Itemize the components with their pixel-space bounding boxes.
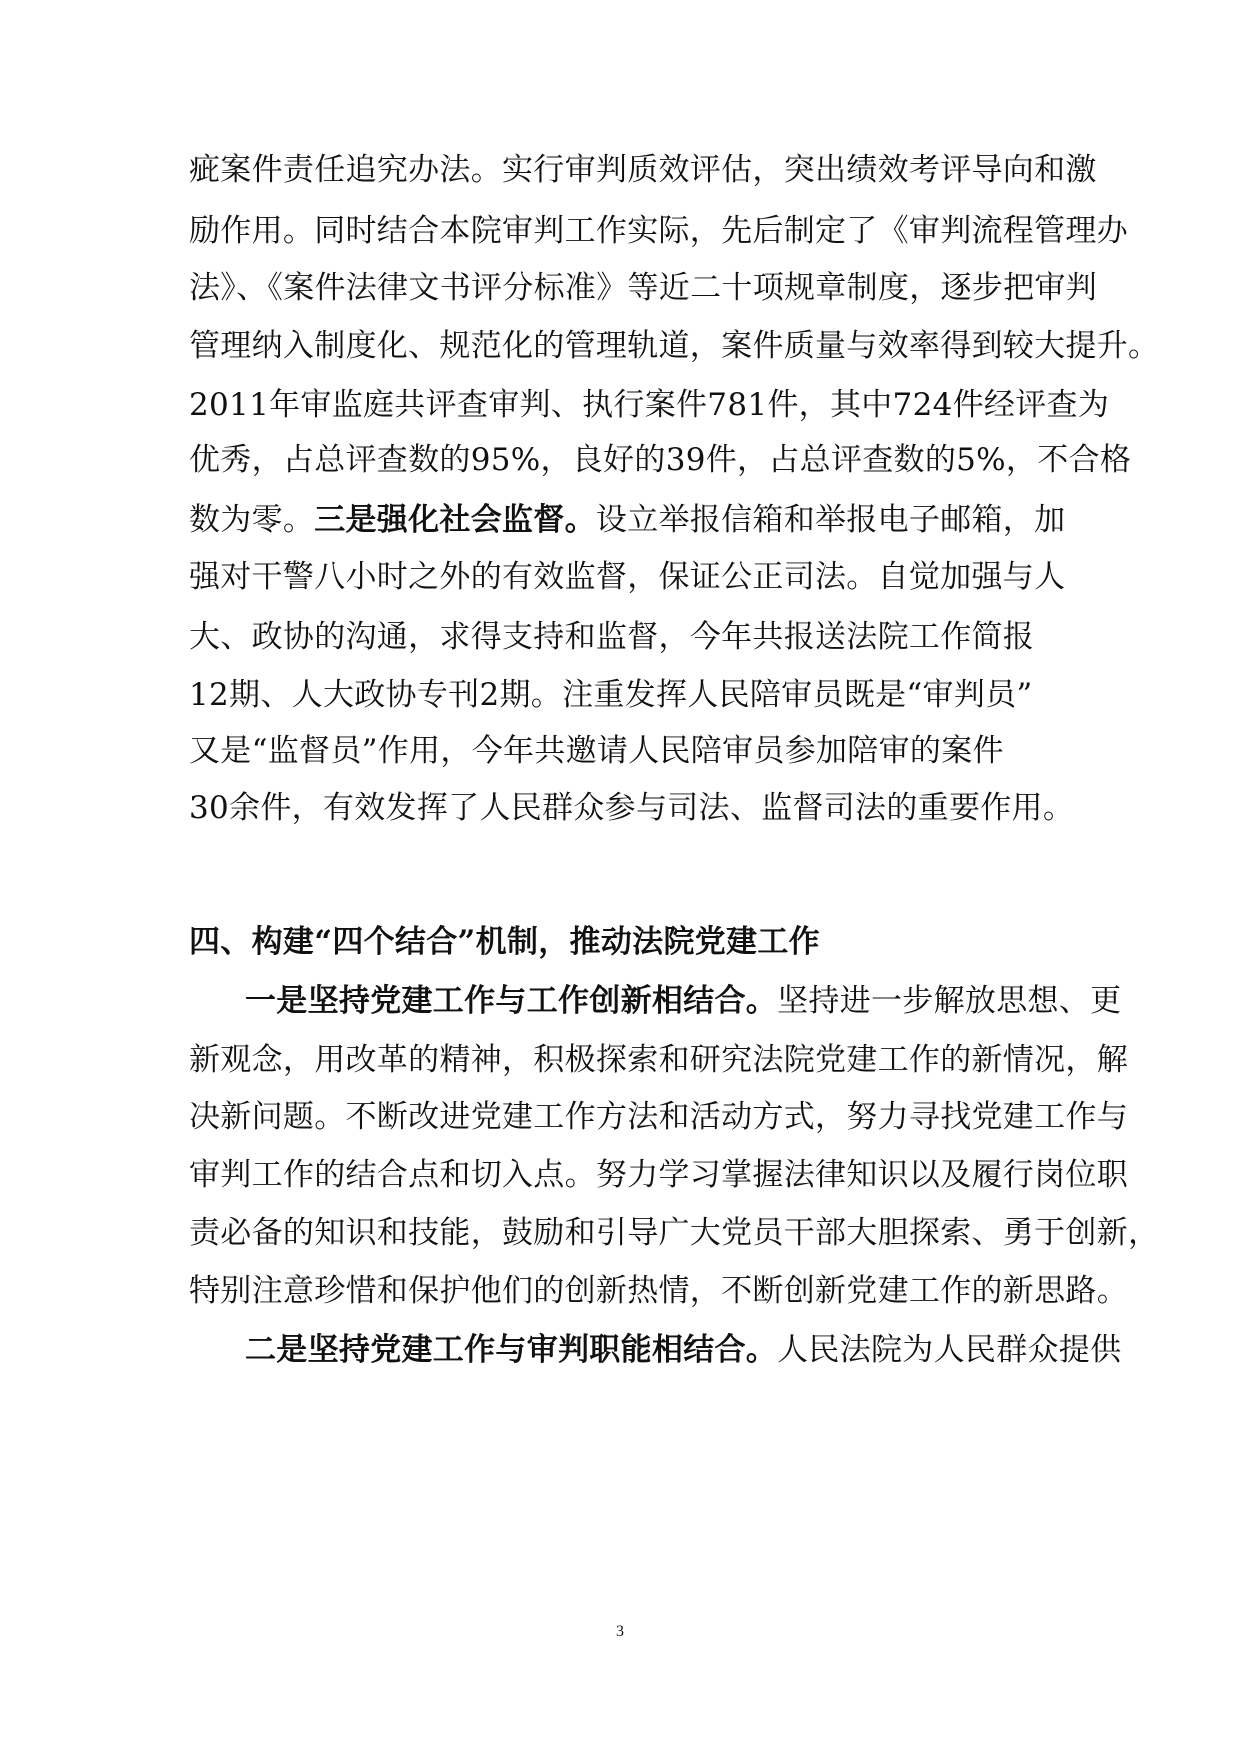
body-text-line: 决新问题。不断改进党建工作方法和活动方式，努力寻找党建工作与 [189, 1099, 1128, 1135]
emphasis-lead: 二是坚持党建工作与审判职能相结合。 [245, 1332, 778, 1368]
body-text-line: 强对干警八小时之外的有效监督，保证公正司法。自觉加强与人 [189, 559, 1066, 595]
body-text-line: 疵案件责任追究办法。实行审判质效评估，突出绩效考评导向和激 [189, 152, 1097, 188]
page-number: 3 [616, 1623, 624, 1640]
body-text-line: 12期、人大政协专刊2期。注重发挥人民陪审员既是“审判员” [189, 677, 1033, 713]
emphasis-lead: 一是坚持党建工作与工作创新相结合。 [245, 983, 778, 1019]
body-text-segment: 坚持进一步解放思想、更 [777, 983, 1122, 1019]
body-text-line [245, 981, 1122, 1021]
body-text-line: 责必备的知识和技能，鼓励和引导广大党员干部大胆探索、勇于创新， [189, 1215, 1160, 1251]
body-text-line: 励作用。同时结合本院审判工作实际，先后制定了《审判流程管理办 [189, 213, 1128, 249]
body-text-line: 特别注意珍惜和保护他们的创新热情，不断创新党建工作的新思路。 [189, 1273, 1128, 1309]
body-text-line: 又是“监督员”作用，今年共邀请人民陪审员参加陪审的案件 [189, 733, 1004, 769]
body-text-line: 30余件，有效发挥了人民群众参与司法、监督司法的重要作用。 [189, 790, 1075, 826]
emphasis-lead: 三是强化社会监督。 [314, 502, 596, 538]
body-text-line: 审判工作的结合点和切入点。努力学习掌握法律知识以及履行岗位职 [189, 1157, 1128, 1193]
body-text-segment: 设立举报信箱和举报电子邮箱，加 [595, 502, 1066, 538]
body-text-line: 新观念，用改革的精神，积极探索和研究法院党建工作的新情况，解 [189, 1042, 1128, 1078]
body-text-line: 优秀，占总评查数的95%，良好的39件，占总评查数的5%，不合格 [189, 442, 1132, 478]
body-text-line [245, 1330, 1122, 1370]
body-text-segment: 数为零。 [189, 502, 315, 538]
body-text-line [189, 500, 1069, 540]
section-heading: 四、构建“四个结合”机制，推动法院党建工作 [189, 924, 820, 960]
body-text-line: 法》、《案件法律文书评分标准》等近二十项规章制度，逐步把审判 [189, 270, 1097, 306]
body-text-line: 大、政协的沟通，求得支持和监督，今年共报送法院工作简报 [189, 619, 1035, 655]
body-text-line: 2011年审监庭共评查审判、执行案件781件，其中724件经评查为 [189, 387, 1110, 423]
body-text-line: 管理纳入制度化、规范化的管理轨道，案件质量与效率得到较大提升。 [189, 328, 1160, 364]
body-text-segment: 人民法院为人民群众提供 [777, 1332, 1122, 1368]
